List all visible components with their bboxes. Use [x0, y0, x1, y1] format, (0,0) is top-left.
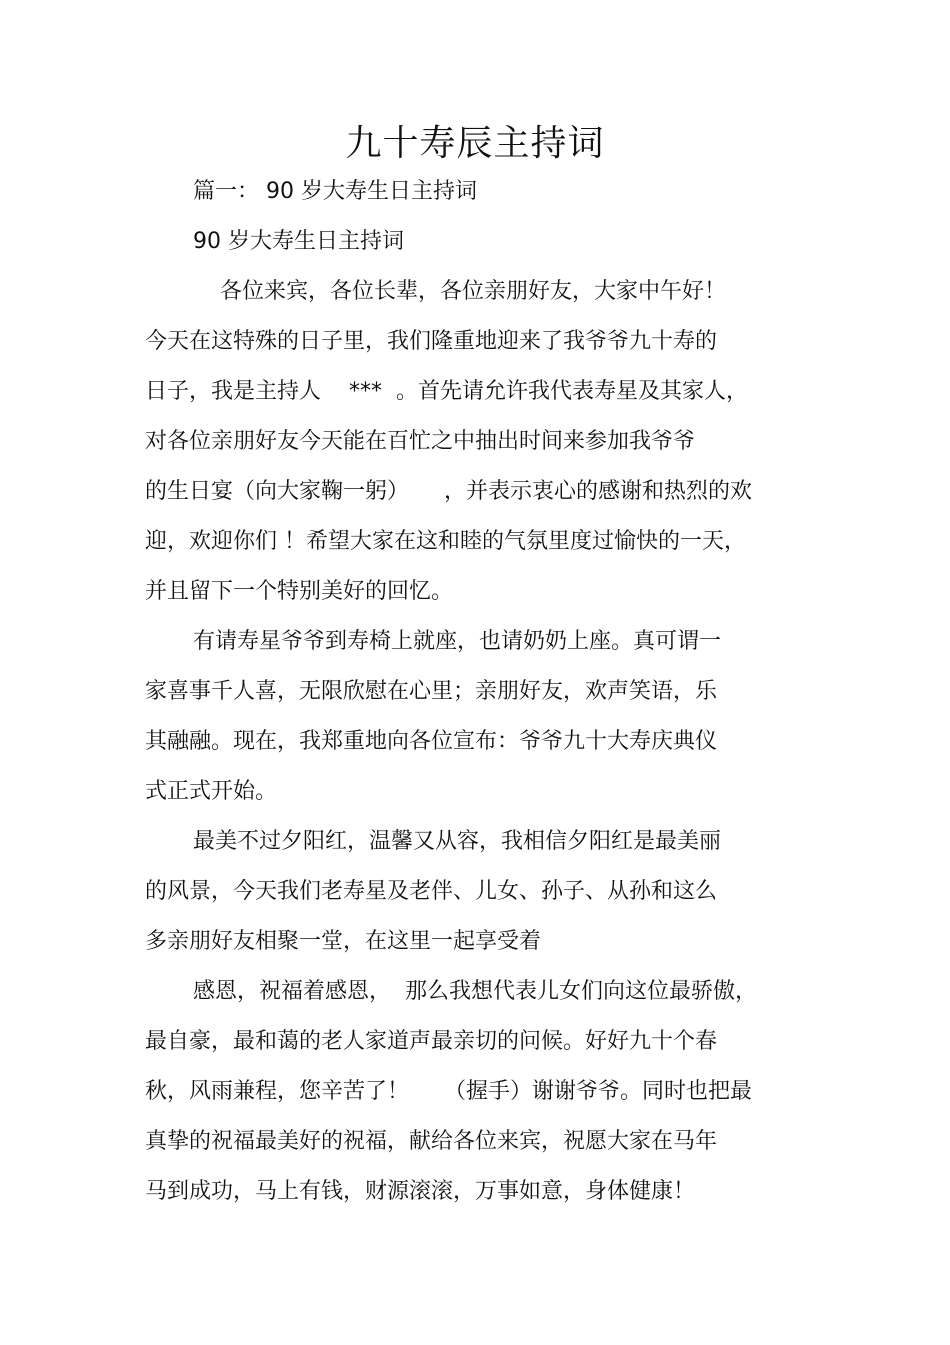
document-title: 九十寿辰主持词: [345, 123, 605, 164]
text-line: 式正式开始。: [145, 779, 278, 804]
text-line: 日子，我是主持人 *** 。首先请允许我代表寿星及其家人，: [145, 379, 748, 404]
text-line: 家喜事千人喜，无限欣慰在心里；亲朋好友，欢声笑语，乐: [145, 679, 718, 704]
text-line: 的生日宴（向大家鞠一躬） ，并表示衷心的感谢和热烈的欢: [145, 479, 752, 504]
text-line: 秋，风雨兼程，您辛苦了！ （握手）谢谢爷爷。同时也把最: [145, 1079, 752, 1104]
text-line: 篇一： 90 岁大寿生日主持词: [193, 179, 477, 204]
text-line: 今天在这特殊的日子里，我们隆重地迎来了我爷爷九十寿的: [145, 329, 718, 354]
text-line: 的风景，今天我们老寿星及老伴、儿女、孙子、从孙和这么: [145, 879, 718, 904]
text-line: 感恩，祝福着感恩， 那么我想代表儿女们向这位最骄傲，: [193, 979, 757, 1004]
text-line: 迎，欢迎你们 ！希望大家在这和睦的气氛里度过愉快的一天，: [145, 529, 746, 554]
text-line: 真挚的祝福最美好的祝福，献给各位来宾，祝愿大家在马年: [145, 1129, 718, 1154]
text-line: 各位来宾，各位长辈，各位亲朋好友，大家中午好！: [220, 279, 727, 304]
text-line: 90 岁大寿生日主持词: [193, 229, 404, 254]
text-line: 最自豪，最和蔼的老人家道声最亲切的问候。好好九十个春: [145, 1029, 718, 1054]
text-line: 对各位亲朋好友今天能在百忙之中抽出时间来参加我爷爷: [145, 429, 696, 454]
text-line: 其融融。现在，我郑重地向各位宣布：爷爷九十大寿庆典仪: [145, 729, 718, 754]
text-line: 有请寿星爷爷到寿椅上就座，也请奶奶上座。真可谓一: [193, 629, 722, 654]
text-line: 并且留下一个特别美好的回忆。: [145, 579, 454, 604]
text-line: 马到成功，马上有钱，财源滚滚，万事如意，身体健康！: [145, 1179, 696, 1204]
text-line: 最美不过夕阳红，温馨又从容，我相信夕阳红是最美丽: [193, 829, 722, 854]
text-line: 多亲朋好友相聚一堂，在这里一起享受着: [145, 929, 542, 954]
